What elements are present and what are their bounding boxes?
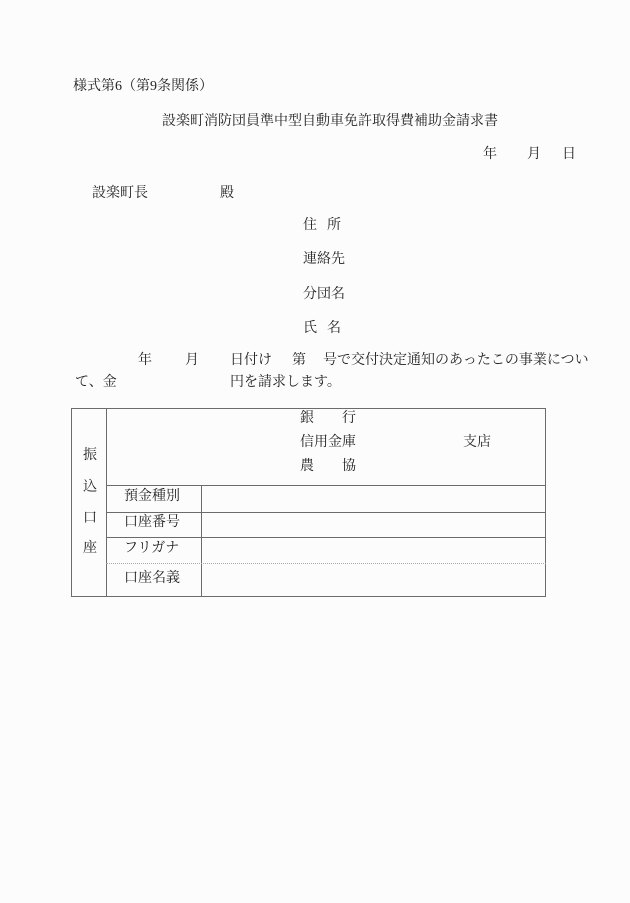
form-number: 様式第6（第9条関係） xyxy=(73,79,213,94)
statement-day-label: 日付け xyxy=(230,353,272,368)
address-label-char1: 住 xyxy=(303,218,317,233)
account-holder-label: 口座名義 xyxy=(124,571,180,586)
addressee-title: 設楽町長 xyxy=(92,186,148,201)
statement-month-label: 月 xyxy=(185,353,199,368)
contact-label: 連絡先 xyxy=(303,252,345,267)
branch-label: 支店 xyxy=(463,435,491,450)
account-number-value-cell xyxy=(202,513,545,536)
address-label-char2: 所 xyxy=(327,218,341,233)
account-number-label: 口座番号 xyxy=(124,515,180,530)
statement-line2-suffix: 円を請求します。 xyxy=(230,375,341,390)
row-header-char3: 口 xyxy=(83,511,97,526)
deposit-type-value-cell xyxy=(202,486,545,511)
name-label-char2: 名 xyxy=(327,321,341,336)
bank-option-nokyo-char2: 協 xyxy=(342,459,356,474)
date-year-label: 年 xyxy=(483,147,497,162)
addressee-honorific: 殿 xyxy=(220,186,234,201)
account-holder-value-cell xyxy=(202,564,545,596)
row-header-char4: 座 xyxy=(83,541,97,556)
row-header-char1: 振 xyxy=(83,448,97,463)
date-month-label: 月 xyxy=(527,147,541,162)
statement-line1-rest: 号で交付決定通知のあったこの事業につい xyxy=(323,353,589,368)
document-title: 設楽町消防団員準中型自動車免許取得費補助金請求書 xyxy=(162,114,498,129)
furigana-label: フリガナ xyxy=(124,541,180,556)
furigana-value-cell xyxy=(202,538,545,562)
date-day-label: 日 xyxy=(562,147,576,162)
bank-option-nokyo-char1: 農 xyxy=(300,459,314,474)
division-label: 分団名 xyxy=(303,287,345,302)
bank-option-bank-char1: 銀 xyxy=(300,411,314,426)
statement-number-prefix: 第 xyxy=(292,353,306,368)
row-header-char2: 込 xyxy=(83,480,97,495)
bank-option-bank-char2: 行 xyxy=(342,411,356,426)
statement-line2-prefix: て、金 xyxy=(75,375,117,390)
bank-option-shinkin: 信用金庫 xyxy=(300,435,356,450)
deposit-type-label: 預金種別 xyxy=(124,489,180,504)
name-label-char1: 氏 xyxy=(303,321,317,336)
statement-year-label: 年 xyxy=(138,353,152,368)
